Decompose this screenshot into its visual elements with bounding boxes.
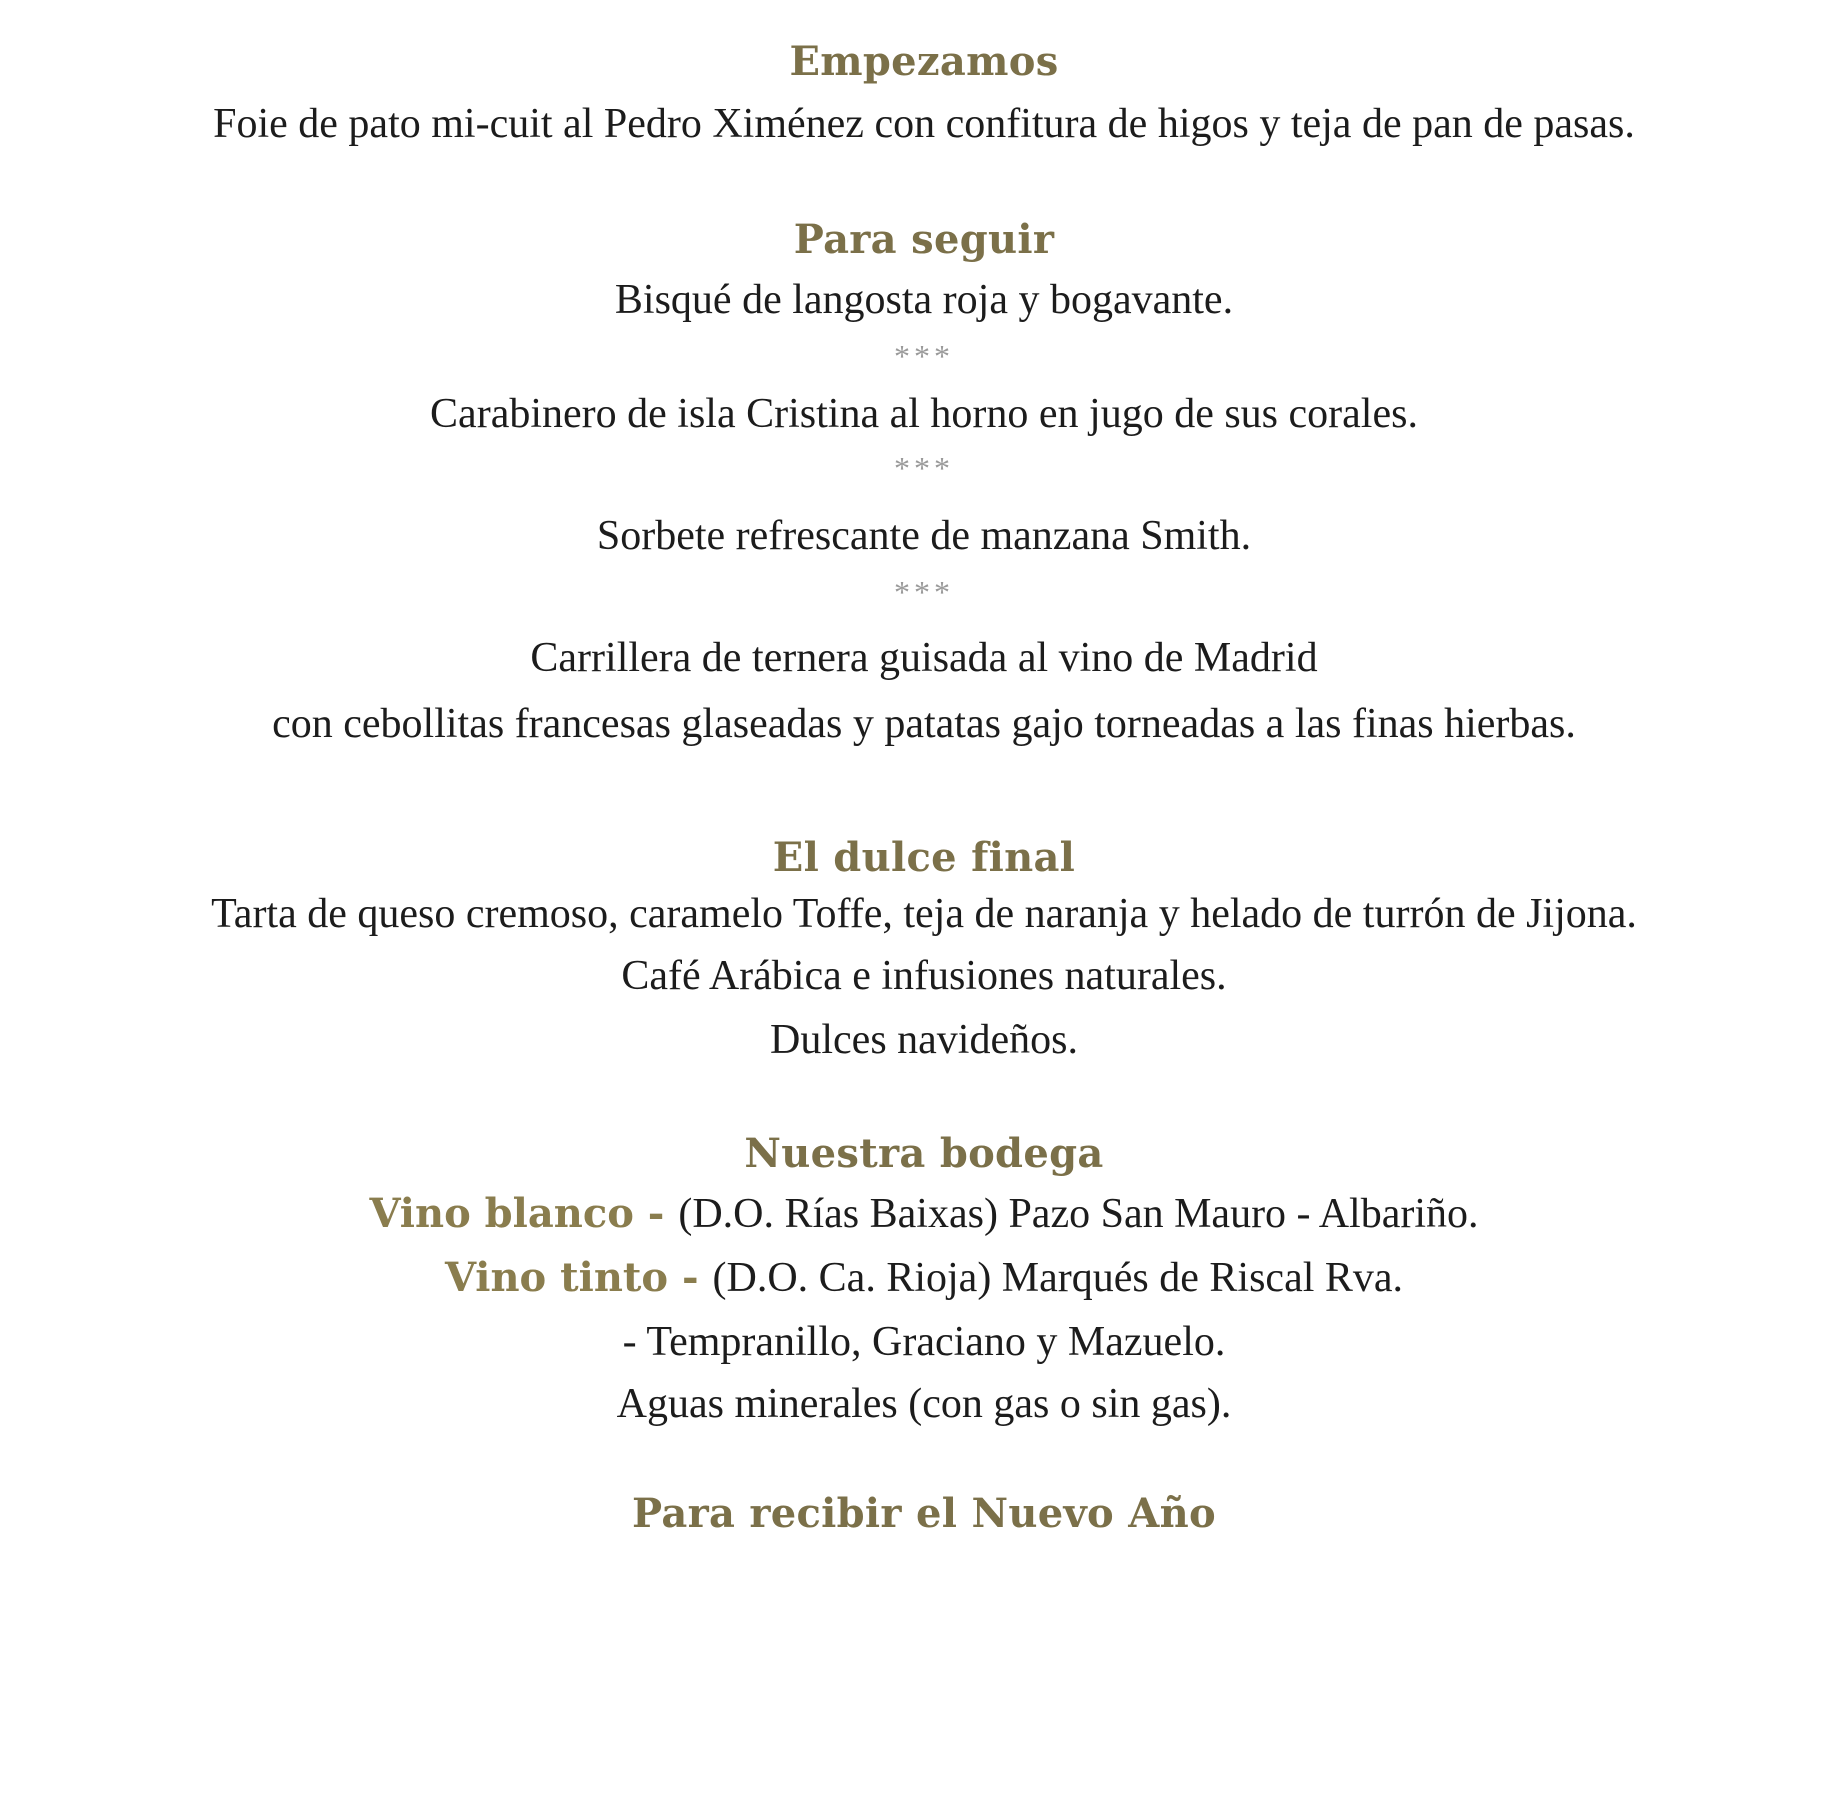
wine-red-text: (D.O. Ca. Rioja) Marqués de Riscal Rva. (712, 1255, 1404, 1301)
menu-item-foie: Foie de pato mi-cuit al Pedro Ximénez con confitura de higos y teja de pan de pasas. (213, 101, 1635, 147)
section-title-empezamos: Empezamos (789, 38, 1059, 85)
menu-item-sorbete: Sorbete refrescante de manzana Smith. (596, 513, 1252, 559)
section-title-dulce-final: El dulce final (772, 834, 1076, 881)
wine-red-grapes: - Tempranillo, Graciano y Mazuelo. (622, 1319, 1226, 1365)
section-title-bodega: Nuestra bodega (744, 1130, 1104, 1177)
wine-red-label: Vino tinto - (444, 1254, 713, 1301)
menu-item-tarta: Tarta de queso cremoso, caramelo Toffe, teja de naranja y helado de turrón de Jijona. (211, 891, 1637, 937)
menu-item-carrillera-continued: con cebollitas francesas glaseadas y patatas gajo torneadas a las finas hierbas. (272, 701, 1576, 747)
wine-white-text: (D.O. Rías Baixas) Pazo San Mauro - Albariño. (678, 1191, 1479, 1237)
separator: *** (894, 574, 954, 610)
menu-item-cafe: Café Arábica e infusiones naturales. (621, 953, 1227, 999)
menu-item-bisque: Bisqué de langosta roja y bogavante. (614, 277, 1234, 323)
menu-item-carrillera: Carrillera de ternera guisada al vino de Madrid (530, 635, 1318, 681)
separator: *** (894, 450, 954, 486)
separator: *** (894, 338, 954, 374)
wine-red-line (0, 1254, 1848, 1302)
menu-item-dulces: Dulces navideños. (770, 1017, 1078, 1063)
wine-white-label: Vino blanco - (369, 1190, 679, 1237)
section-title-nuevo-ano: Para recibir el Nuevo Año (632, 1490, 1216, 1537)
menu-item-aguas: Aguas minerales (con gas o sin gas). (616, 1381, 1232, 1427)
section-title-para-seguir: Para seguir (793, 216, 1055, 263)
wine-white-line (0, 1190, 1848, 1238)
menu-item-carabinero: Carabinero de isla Cristina al horno en jugo de sus corales. (430, 391, 1418, 437)
